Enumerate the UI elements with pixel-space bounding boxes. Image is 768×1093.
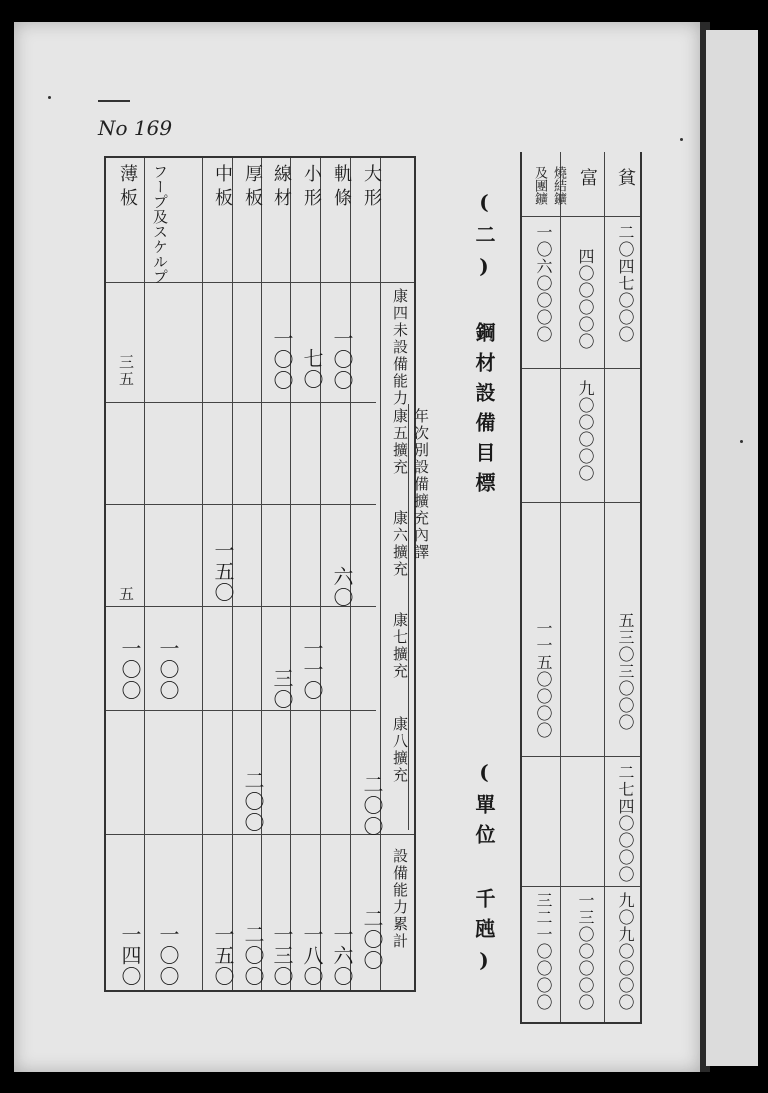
next-page-edge bbox=[706, 30, 758, 1066]
col-header: 康四未設備能力 bbox=[391, 288, 409, 407]
cell-value: 一三〇 bbox=[270, 924, 294, 987]
cell-value: 二〇〇 bbox=[360, 908, 384, 971]
page-mark bbox=[98, 100, 130, 102]
cell-value: 二七四〇〇〇〇 bbox=[616, 764, 635, 883]
row-label: 大形 bbox=[361, 164, 382, 212]
cell-value: 一五〇 bbox=[211, 540, 235, 603]
cell-value: 七〇 bbox=[300, 348, 324, 390]
equipment-table bbox=[104, 156, 430, 992]
cell-value: 三〇 bbox=[270, 668, 294, 710]
cell-value: 一六〇 bbox=[330, 924, 354, 987]
row-label: 線材 bbox=[271, 164, 292, 212]
row-label: 燒結鑛及團鑛 bbox=[532, 166, 566, 205]
cell-value: 一三〇〇〇〇〇 bbox=[576, 892, 595, 1011]
cell-value: 二〇四七〇〇〇 bbox=[616, 224, 635, 343]
cell-value: 三五 bbox=[117, 354, 135, 388]
col-header-group: 年次別設備擴充內譯 bbox=[412, 408, 430, 561]
row-label: 富 bbox=[577, 168, 598, 192]
cell-value: 三二一〇〇〇〇 bbox=[534, 892, 553, 1011]
col-header: 康六擴充 bbox=[391, 510, 409, 578]
row-label: 薄板 bbox=[117, 164, 138, 212]
cell-value: 五 bbox=[117, 586, 135, 603]
cell-value: 二〇〇 bbox=[360, 774, 384, 837]
cell-value: 一八〇 bbox=[300, 924, 324, 987]
row-label: 小形 bbox=[301, 164, 322, 212]
row-label: フープ及スケルプ bbox=[151, 164, 169, 284]
col-header: 康八擴充 bbox=[391, 716, 409, 784]
row-label: 厚板 bbox=[242, 164, 263, 212]
unit-note: (單位 千瓲) bbox=[472, 760, 496, 982]
cell-value: 二〇〇 bbox=[241, 924, 265, 987]
col-header: 設備能力累計 bbox=[391, 848, 409, 950]
row-label: 軌條 bbox=[331, 164, 352, 212]
cell-value: 九〇九〇〇〇〇 bbox=[616, 892, 635, 1011]
page-number: No 169 bbox=[98, 116, 173, 140]
cell-value: 九〇〇〇〇〇 bbox=[576, 380, 595, 482]
cell-value: 一〇〇 bbox=[118, 638, 142, 701]
cell-value: 一〇六〇〇〇〇 bbox=[534, 224, 553, 343]
cell-value: 二〇〇 bbox=[241, 770, 265, 833]
col-header: 康五擴充 bbox=[391, 408, 409, 476]
cell-value: 六〇 bbox=[330, 566, 354, 608]
cell-value: 一四〇 bbox=[118, 924, 142, 987]
row-label: 中板 bbox=[212, 164, 233, 212]
cell-value: 一〇〇 bbox=[156, 924, 180, 987]
cell-value: 一〇〇 bbox=[330, 328, 354, 391]
cell-value: 一一五〇〇〇〇 bbox=[534, 620, 553, 739]
cell-value: 一〇〇 bbox=[270, 328, 294, 391]
cell-value: 四〇〇〇〇〇 bbox=[576, 248, 595, 350]
row-label: 貧 bbox=[615, 168, 636, 192]
cell-value: 一一〇 bbox=[300, 638, 324, 701]
cell-value: 五三〇三〇〇〇 bbox=[616, 612, 635, 731]
ore-table bbox=[520, 152, 642, 1024]
cell-value: 一五〇 bbox=[211, 924, 235, 987]
col-header: 康七擴充 bbox=[391, 612, 409, 680]
section-title: (二) 鋼材設備目標 bbox=[472, 190, 496, 502]
cell-value: 一〇〇 bbox=[156, 638, 180, 701]
